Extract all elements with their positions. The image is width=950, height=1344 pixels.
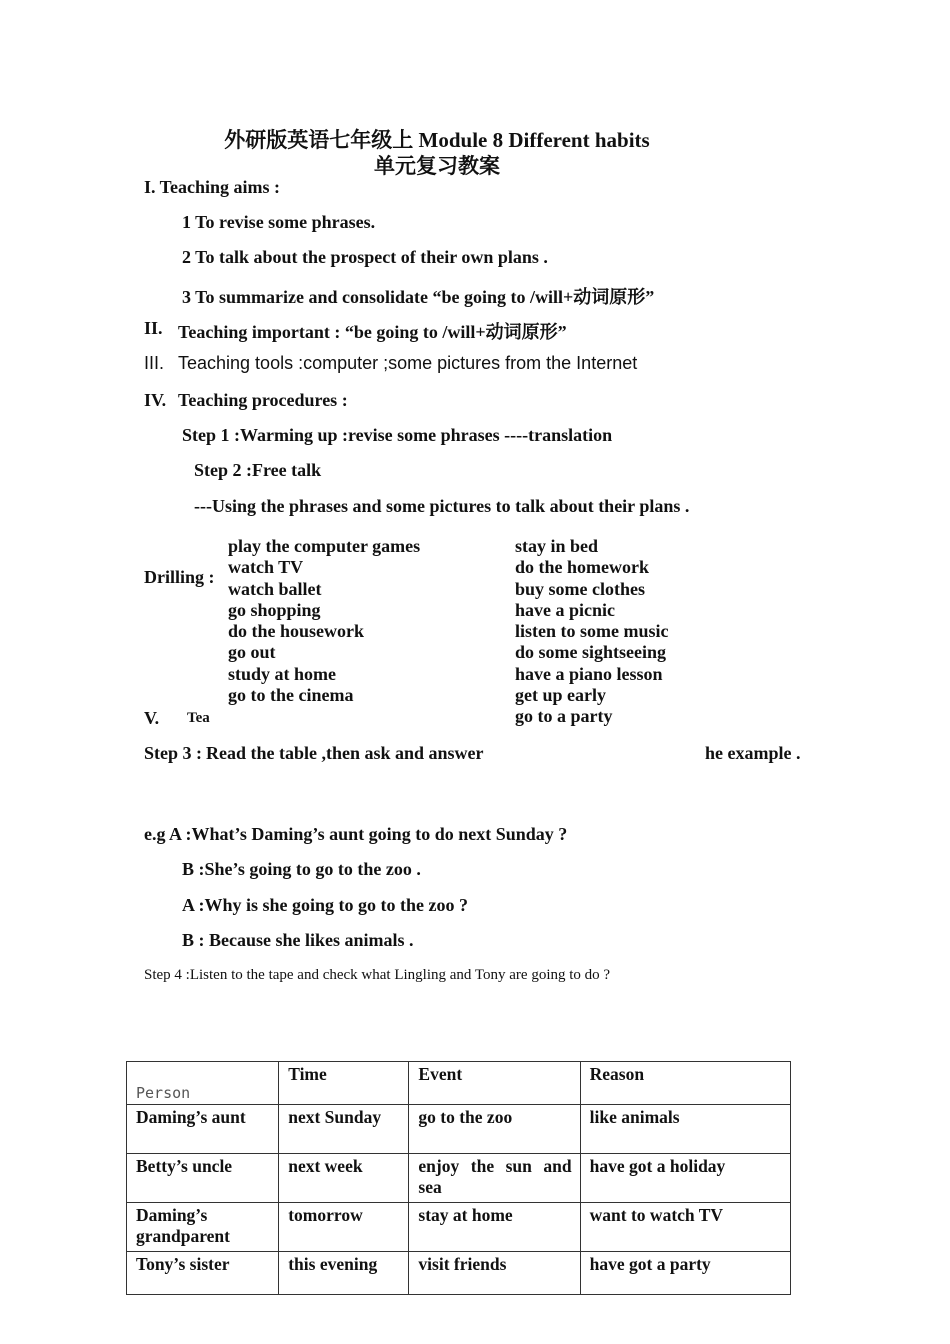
step-3-suffix: he example . bbox=[705, 743, 801, 763]
phrase-item: go to a party bbox=[515, 706, 613, 727]
table-cell: stay at home bbox=[409, 1203, 580, 1252]
section-number: III. bbox=[144, 353, 165, 373]
step-4: Step 4 :Listen to the tape and check what Lingling and Tony are going to do ? bbox=[144, 967, 611, 983]
phrase-item: do the housework bbox=[228, 621, 365, 642]
table-cell: Daming’s aunt bbox=[127, 1105, 279, 1154]
teaching-aims-heading: I. Teaching aims : bbox=[144, 177, 281, 197]
aim-item: 1 To revise some phrases. bbox=[182, 212, 376, 232]
step-2-detail: ---Using the phrases and some pictures to talk about their plans . bbox=[194, 496, 690, 516]
table-cell: like animals bbox=[580, 1105, 790, 1154]
phrase-item: have a picnic bbox=[515, 599, 616, 620]
table-cell: enjoy the sun and sea bbox=[409, 1154, 580, 1203]
example-line: B :She’s going to go to the zoo . bbox=[182, 859, 421, 879]
hidden-fragment: Tea bbox=[187, 710, 210, 726]
phrase-item: go out bbox=[228, 642, 276, 663]
table-cell: Tony’s sister bbox=[127, 1252, 279, 1295]
table-row bbox=[127, 1154, 791, 1203]
phrase-item: study at home bbox=[228, 663, 337, 684]
phrase-item: have a piano lesson bbox=[515, 663, 663, 684]
table-cell: go to the zoo bbox=[409, 1105, 580, 1154]
phrase-item: do the homework bbox=[515, 557, 649, 578]
teaching-tools: Teaching tools :computer ;some pictures from the Internet bbox=[178, 353, 638, 373]
phrase-item: buy some clothes bbox=[515, 578, 645, 599]
phrase-item: watch TV bbox=[228, 557, 304, 578]
example-line: A :Why is she going to go to the zoo ? bbox=[182, 895, 469, 915]
teaching-important: Teaching important : “be going to /will+动词原形” bbox=[178, 322, 567, 342]
step-1: Step 1 :Warming up :revise some phrases ----translation bbox=[182, 425, 613, 445]
phrase-item: watch ballet bbox=[228, 578, 322, 599]
teaching-procedures-heading: Teaching procedures : bbox=[178, 390, 348, 410]
table-header-cell: Event bbox=[409, 1062, 580, 1105]
table-cell: visit friends bbox=[409, 1252, 580, 1295]
table-cell: have got a party bbox=[580, 1252, 790, 1295]
step-2: Step 2 :Free talk bbox=[194, 460, 322, 480]
example-line: B : Because she likes animals . bbox=[182, 930, 414, 950]
aim-item: 3 To summarize and consolidate “be going to /will+动词原形” bbox=[182, 287, 655, 307]
table-row bbox=[127, 1252, 791, 1295]
table-header-label: Person bbox=[136, 1084, 191, 1102]
table-header-cell: Time bbox=[279, 1062, 409, 1105]
section-number: V. bbox=[144, 708, 160, 728]
phrase-item: do some sightseeing bbox=[515, 642, 667, 663]
page-subtitle: 单元复习教案 bbox=[374, 154, 500, 178]
phrase-item: play the computer games bbox=[228, 536, 421, 556]
phrase-item: get up early bbox=[515, 685, 606, 706]
section-number: IV. bbox=[144, 390, 167, 410]
phrase-item: go shopping bbox=[228, 599, 321, 620]
table-header-cell bbox=[127, 1062, 279, 1105]
section-number: II. bbox=[144, 318, 163, 338]
phrase-item: stay in bed bbox=[515, 536, 599, 556]
phrase-item: listen to some music bbox=[515, 621, 669, 642]
page-title: 外研版英语七年级上 Module 8 Different habits bbox=[224, 128, 650, 152]
table-cell: want to watch TV bbox=[580, 1203, 790, 1252]
phrases-right-column bbox=[515, 536, 668, 728]
table-cell: have got a holiday bbox=[580, 1154, 790, 1203]
table-header-cell: Reason bbox=[580, 1062, 790, 1105]
table-cell: this evening bbox=[279, 1252, 409, 1295]
table-row bbox=[127, 1105, 791, 1154]
phrases-left-column bbox=[228, 536, 420, 706]
table-cell: next Sunday bbox=[279, 1105, 409, 1154]
table-header-row bbox=[127, 1062, 791, 1105]
step-3-text: Read the table ,then ask and answer bbox=[206, 743, 484, 763]
phrase-item: go to the cinema bbox=[228, 685, 354, 706]
step-3-prefix: Step 3 : bbox=[144, 743, 202, 763]
drilling-label: Drilling : bbox=[144, 567, 215, 587]
table-row bbox=[127, 1203, 791, 1252]
plans-table bbox=[126, 1061, 791, 1295]
table-cell: tomorrow bbox=[279, 1203, 409, 1252]
table-cell: Daming’s grandparent bbox=[127, 1203, 279, 1252]
table-cell: Betty’s uncle bbox=[127, 1154, 279, 1203]
aim-item: 2 To talk about the prospect of their own plans . bbox=[182, 247, 548, 267]
table-cell: next week bbox=[279, 1154, 409, 1203]
example-line: e.g A :What’s Daming’s aunt going to do next Sunday ? bbox=[144, 824, 568, 844]
